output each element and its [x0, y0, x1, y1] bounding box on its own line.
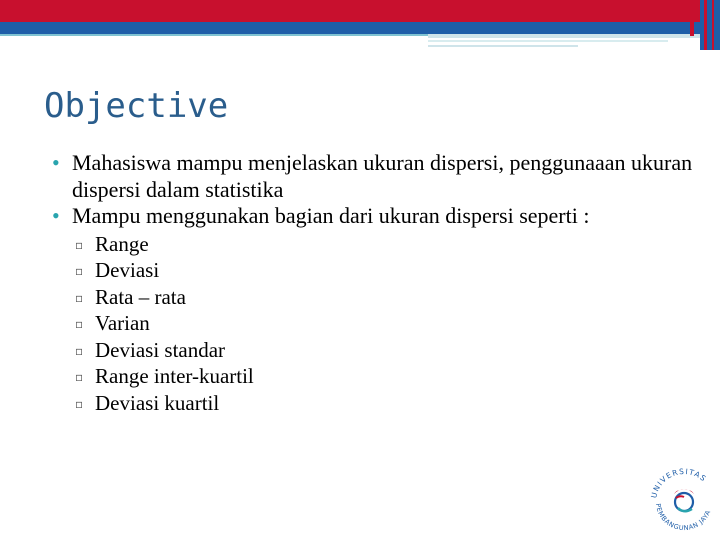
logo-emblem-icon — [674, 489, 694, 511]
sub-bullet-text: Deviasi — [95, 258, 160, 282]
logo-bottom-text: PEMBANGUNAN JAYA — [653, 502, 713, 533]
square-bullet-icon: ▫ — [75, 343, 84, 358]
sub-bullet-list — [75, 231, 712, 417]
sub-bullet-item — [75, 337, 712, 364]
square-bullet-icon: ▫ — [75, 237, 84, 252]
sub-bullet-text: Range — [95, 231, 149, 256]
slide-title: Objective — [44, 86, 229, 126]
bullet-item — [52, 150, 712, 203]
top-decorative-bar — [0, 0, 720, 50]
sub-bullet-text: Rata – rata — [95, 284, 186, 309]
bullet-dot-icon: • — [52, 203, 60, 228]
sub-bullet-item — [75, 310, 712, 337]
square-bullet-icon: ▫ — [75, 370, 84, 384]
sub-bullet-text: Varian — [95, 311, 150, 335]
sub-bullet-text: Deviasi kuartil — [95, 390, 220, 415]
logo-top-text: UNIVERSITAS — [649, 466, 709, 499]
sub-bullet-item — [75, 257, 712, 284]
sub-bullet-item — [75, 363, 712, 390]
sub-bullet-item — [75, 390, 712, 417]
university-logo — [648, 462, 720, 540]
square-bullet-icon: ▫ — [75, 396, 84, 411]
bullet-text: Mahasiswa mampu menjelaskan ukuran dispersi, penggunaaan ukuran dispersi dalam statistika — [72, 150, 693, 202]
sub-bullet-text: Range inter-kuartil — [95, 364, 254, 388]
bullet-list — [52, 150, 712, 416]
bullet-text: Mampu menggunakan bagian dari ukuran dispersi seperti : — [72, 203, 590, 228]
sub-bullet-item — [75, 284, 712, 311]
bullet-item — [52, 203, 712, 230]
svg-text:PEMBANGUNAN JAYA — [654, 503, 712, 532]
square-bullet-icon: ▫ — [75, 264, 84, 278]
sub-bullet-text: Deviasi standar — [95, 337, 226, 362]
bullet-dot-icon: • — [52, 150, 60, 175]
square-bullet-icon: ▫ — [75, 317, 84, 331]
square-bullet-icon: ▫ — [75, 290, 84, 305]
sub-bullet-item — [75, 231, 712, 258]
